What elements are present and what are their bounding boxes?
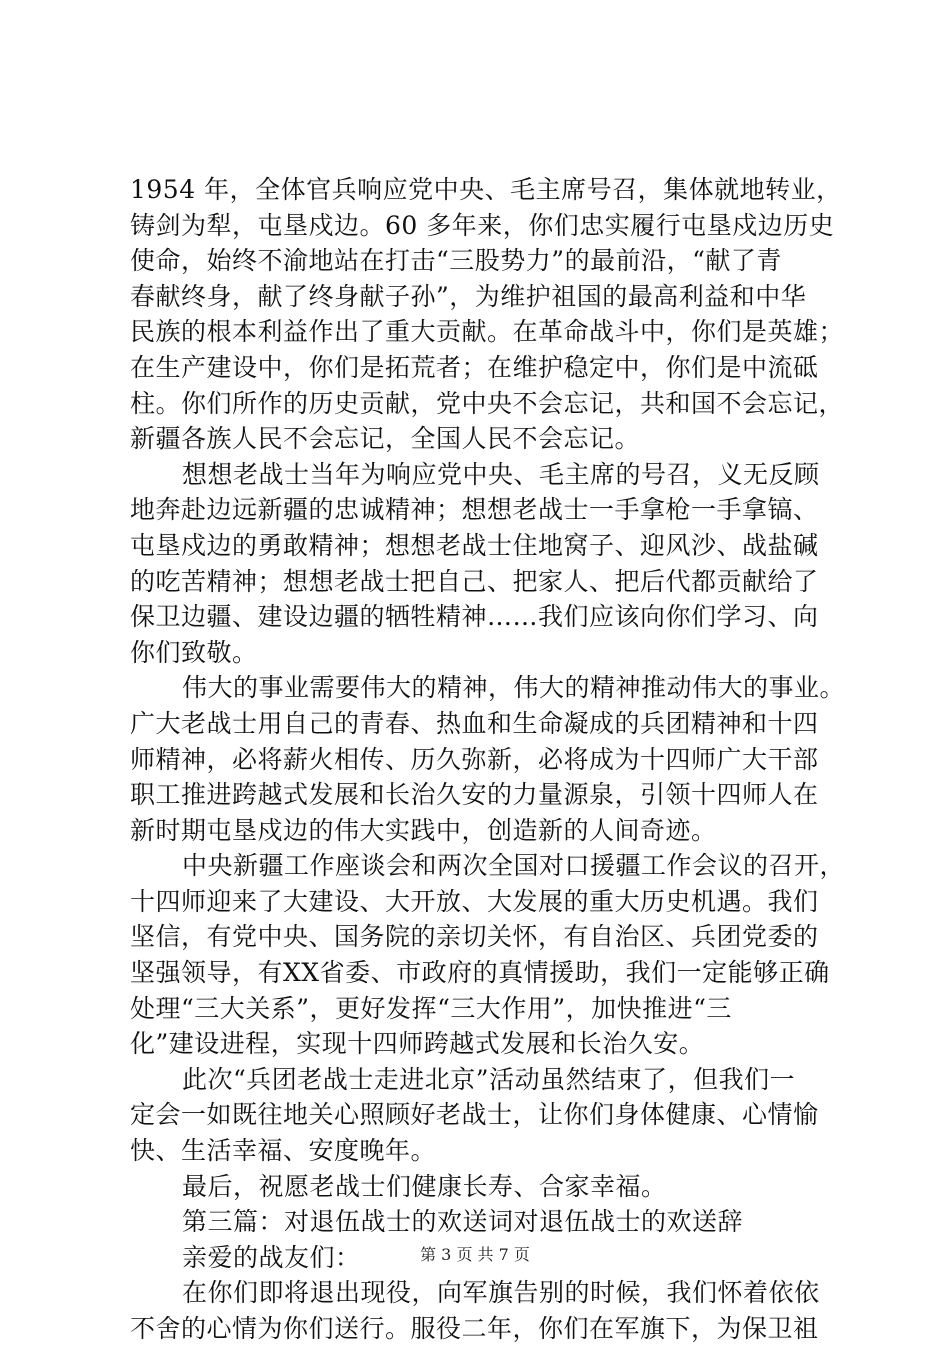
paragraph-line: 不舍的心情为你们送行。服役二年，你们在军旗下，为保卫祖 <box>130 1314 819 1343</box>
paragraph-line: 广大老战士用自己的青春、热血和生命凝成的兵团精神和十四 <box>130 708 819 738</box>
paragraph-first-line: 1954 年，全体官兵响应党中央、毛主席号召，集体就地转业， <box>130 175 842 204</box>
paragraph-first-line: 想想老战士当年为响应党中央、毛主席的号召，义无反顾 <box>182 459 820 489</box>
paragraph-line: 定会一如既往地关心照顾好老战士，让你们身体健康、心情愉 <box>130 1100 819 1130</box>
paragraph-first-line: 最后，祝愿老战士们健康长寿、合家幸福。 <box>182 1171 667 1201</box>
paragraph-line: 铸剑为犁，屯垦戍边。60 多年来，你们忠实履行屯垦戍边历史 <box>130 210 835 240</box>
paragraph-line: 在生产建设中，你们是拓荒者；在维护稳定中，你们是中流砥 <box>130 352 819 382</box>
paragraph-line: 师精神，必将薪火相传、历久弥新，必将成为十四师广大干部 <box>130 744 819 774</box>
paragraph-first-line: 中央新疆工作座谈会和两次全国对口援疆工作会议的召开， <box>182 851 846 881</box>
page-number-footer: 第 3 页 共 7 页 <box>420 1245 530 1264</box>
paragraph-line: 化”建设进程，实现十四师跨越式发展和长治久安。 <box>130 1029 705 1059</box>
paragraph-line: 春献终身，献了终身献子孙”，为维护祖国的最高利益和中华 <box>130 281 807 311</box>
paragraph-line: 地奔赴边远新疆的忠诚精神；想想老战士一手拿枪一手拿镐、 <box>130 495 819 525</box>
paragraph-line: 新时期屯垦戍边的伟大实践中，创造新的人间奇迹。 <box>130 815 717 845</box>
paragraph-line: 处理“三大关系”，更好发挥“三大作用”，加快推进“三 <box>130 993 732 1023</box>
paragraph-line: 坚信，有党中央、国务院的亲切关怀，有自治区、兵团党委的 <box>130 922 819 952</box>
paragraph-line: 保卫边疆、建设边疆的牺牲精神……我们应该向你们学习、向 <box>130 602 819 632</box>
paragraph-line: 屯垦戍边的勇敢精神；想想老战士住地窝子、迎风沙、战盐碱 <box>130 530 819 560</box>
paragraph-line: 快、生活幸福、安度晚年。 <box>130 1136 437 1166</box>
paragraph-first-line: 伟大的事业需要伟大的精神，伟大的精神推动伟大的事业。 <box>182 673 846 703</box>
paragraph-first-line: 此次“兵团老战士走进北京”活动虽然结束了，但我们一 <box>182 1064 796 1094</box>
paragraph-line: 使命，始终不渝地站在打击“三股势力”的最前沿，“献了青 <box>130 246 782 276</box>
paragraph-line: 十四师迎来了大建设、大开放、大发展的重大历史机遇。我们 <box>130 886 819 916</box>
paragraph-line: 坚强领导，有XX省委、市政府的真情援助，我们一定能够正确 <box>130 958 830 988</box>
document-body <box>130 172 846 1347</box>
paragraph-line: 民族的根本利益作出了重大贡献。在革命战斗中，你们是英雄； <box>130 317 845 347</box>
paragraph-line: 柱。你们所作的历史贡献，党中央不会忘记，共和国不会忘记， <box>130 388 845 418</box>
paragraph-first-line: 亲爱的战友们： <box>182 1242 361 1272</box>
paragraph-first-line: 在你们即将退出现役，向军旗告别的时候，我们怀着依依 <box>182 1278 820 1308</box>
paragraph-line: 你们致敬。 <box>130 637 258 667</box>
paragraph-line: 的吃苦精神；想想老战士把自己、把家人、把后代都贡献给了 <box>130 566 819 596</box>
paragraph-line: 职工推进跨越式发展和长治久安的力量源泉，引领十四师人在 <box>130 780 819 810</box>
paragraph-first-line: 第三篇：对退伍战士的欢送词对退伍战士的欢送辞 <box>182 1207 744 1237</box>
paragraph-line: 新疆各族人民不会忘记，全国人民不会忘记。 <box>130 424 641 454</box>
